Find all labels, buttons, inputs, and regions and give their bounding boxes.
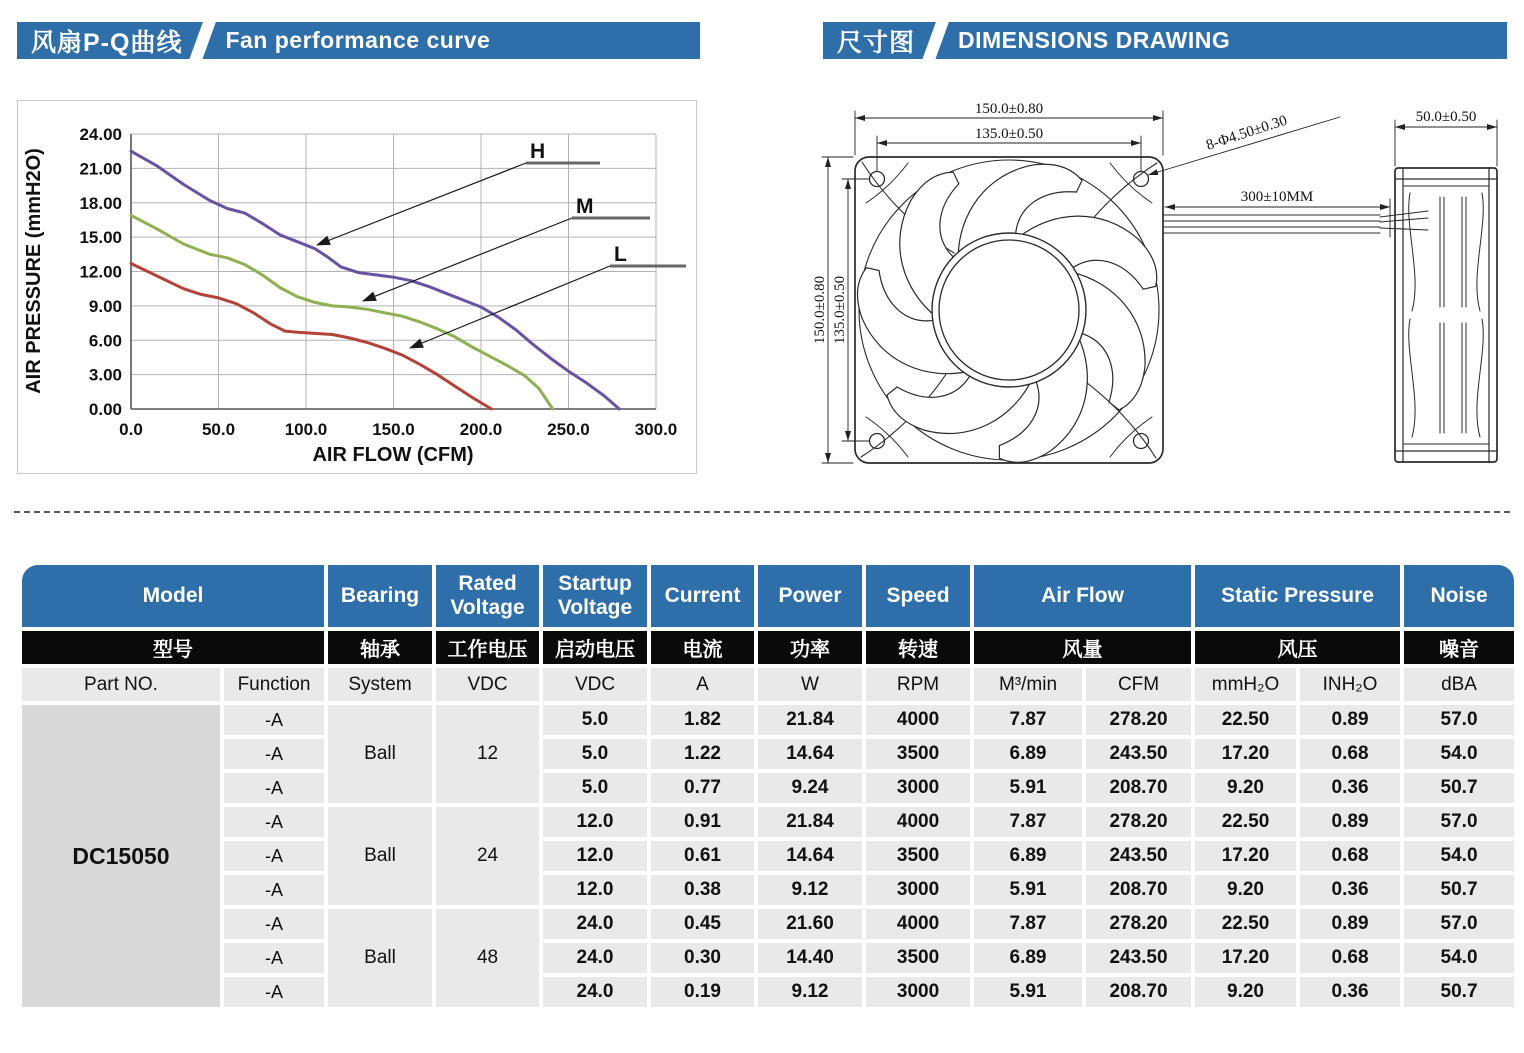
dim-depth: 50.0±0.50 — [1415, 109, 1477, 125]
table-cell: 14.40 — [758, 943, 862, 973]
table-cell: 17.20 — [1195, 943, 1296, 973]
table-cell: 57.0 — [1404, 705, 1514, 735]
table-cell: 0.36 — [1300, 773, 1400, 803]
header-startup-voltage: Startup Voltage — [543, 565, 647, 627]
table-row — [22, 875, 1514, 905]
table-cell: 0.68 — [1300, 943, 1400, 973]
bearing-cell: Ball — [328, 807, 432, 905]
unit-system: System — [328, 668, 432, 701]
table-cell: 7.87 — [974, 705, 1082, 735]
table-cell: 21.84 — [758, 705, 862, 735]
function-cell: -A — [224, 841, 324, 871]
table-cell: 5.91 — [974, 977, 1082, 1007]
svg-text:H: H — [530, 140, 546, 163]
table-cell: 0.38 — [651, 875, 754, 905]
svg-text:50.0: 50.0 — [201, 420, 236, 439]
table-cell: 0.77 — [651, 773, 754, 803]
table-cell: 0.45 — [651, 909, 754, 939]
dimensions-title-en: DIMENSIONS DRAWING — [958, 27, 1231, 53]
table-cell: 5.0 — [543, 773, 647, 803]
svg-text:24.00: 24.00 — [79, 125, 122, 144]
table-cell: 24.0 — [543, 909, 647, 939]
dimensions-drawing — [780, 75, 1524, 505]
table-cell: 243.50 — [1086, 943, 1191, 973]
svg-text:21.00: 21.00 — [79, 159, 122, 179]
unit-rated-vdc: VDC — [436, 668, 539, 701]
bearing-cell: Ball — [328, 705, 432, 803]
table-cell: 54.0 — [1404, 841, 1514, 871]
header-speed-zh: 转速 — [866, 631, 970, 664]
table-cell: 22.50 — [1195, 807, 1296, 837]
curve-title-en: Fan performance curve — [225, 27, 491, 53]
table-cell: 22.50 — [1195, 705, 1296, 735]
table-cell: 278.20 — [1086, 705, 1191, 735]
table-cell: 5.91 — [974, 875, 1082, 905]
svg-text:150.0: 150.0 — [372, 420, 415, 439]
unit-pressure-inh2o: INH₂O — [1300, 668, 1400, 701]
header-power: Power — [758, 565, 862, 627]
header-static-pressure: Static Pressure — [1195, 565, 1400, 627]
part-no-cell: DC15050 — [22, 705, 220, 1007]
y-axis-title: AIR PRESSURE (mmH2O) — [23, 148, 45, 394]
svg-text:6.00: 6.00 — [88, 331, 122, 351]
table-cell: 14.64 — [758, 841, 862, 871]
unit-power-w: W — [758, 668, 862, 701]
table-cell: 0.91 — [651, 807, 754, 837]
svg-text:L: L — [614, 243, 627, 266]
slash-divider-icon — [186, 22, 221, 59]
header-noise: Noise — [1404, 565, 1514, 627]
lead-wires — [1163, 211, 1428, 233]
unit-function: Function — [224, 668, 324, 701]
table-cell: 208.70 — [1086, 773, 1191, 803]
svg-text:12.00: 12.00 — [79, 262, 122, 282]
table-row — [22, 909, 1514, 939]
dimensions-section-header — [823, 22, 1507, 59]
table-cell: 3000 — [866, 773, 970, 803]
function-cell: -A — [224, 705, 324, 735]
table-cell: 3000 — [866, 875, 970, 905]
function-cell: -A — [224, 807, 324, 837]
table-row — [22, 977, 1514, 1007]
svg-text:15.00: 15.00 — [79, 228, 122, 248]
slash-divider-icon — [918, 22, 953, 59]
table-cell: 5.91 — [974, 773, 1082, 803]
table-cell: 0.36 — [1300, 977, 1400, 1007]
table-cell: 0.89 — [1300, 909, 1400, 939]
table-cell: 278.20 — [1086, 807, 1191, 837]
function-cell: -A — [224, 977, 324, 1007]
header-speed: Speed — [866, 565, 970, 627]
chart-curve-labels — [317, 140, 686, 348]
header-rated-voltage-zh: 工作电压 — [436, 631, 539, 664]
table-cell: 5.0 — [543, 739, 647, 769]
dim-height-outer: 150.0±0.80 — [812, 275, 828, 345]
header-rated-voltage: Rated Voltage — [436, 565, 539, 627]
header-air-flow-zh: 风量 — [974, 631, 1191, 664]
svg-text:M: M — [576, 195, 594, 218]
table-cell: 0.68 — [1300, 841, 1400, 871]
table-cell: 14.64 — [758, 739, 862, 769]
rated-voltage-cell: 12 — [436, 705, 539, 803]
header-power-zh: 功率 — [758, 631, 862, 664]
table-cell: 57.0 — [1404, 909, 1514, 939]
table-cell: 22.50 — [1195, 909, 1296, 939]
dimensions-drawing-panel — [780, 75, 1524, 505]
table-cell: 0.68 — [1300, 739, 1400, 769]
svg-text:300.0: 300.0 — [634, 420, 678, 439]
header-current-zh: 电流 — [651, 631, 754, 664]
function-cell: -A — [224, 875, 324, 905]
table-cell: 24.0 — [543, 977, 647, 1007]
table-cell: 21.60 — [758, 909, 862, 939]
dim-wire-length: 300±10MM — [1240, 189, 1314, 205]
svg-text:3.00: 3.00 — [88, 365, 122, 385]
table-cell: 50.7 — [1404, 773, 1514, 803]
dimensions-title-zh: 尺寸图 — [837, 28, 916, 57]
table-row — [22, 773, 1514, 803]
chart-curves — [131, 151, 619, 409]
table-header-zh — [22, 631, 1514, 664]
function-cell: -A — [224, 909, 324, 939]
function-cell: -A — [224, 943, 324, 973]
chart-gridlines — [131, 134, 656, 409]
table-cell: 243.50 — [1086, 739, 1191, 769]
pq-chart — [18, 101, 696, 473]
header-bearing-zh: 轴承 — [328, 631, 432, 664]
table-row — [22, 943, 1514, 973]
table-cell: 12.0 — [543, 807, 647, 837]
header-current: Current — [651, 565, 754, 627]
svg-text:0.0: 0.0 — [119, 420, 143, 439]
table-cell: 9.20 — [1195, 773, 1296, 803]
table-cell: 5.0 — [543, 705, 647, 735]
header-static-pressure-zh: 风压 — [1195, 631, 1400, 664]
table-cell: 50.7 — [1404, 875, 1514, 905]
table-row — [22, 841, 1514, 871]
header-model: Model — [22, 565, 324, 627]
curve-title-zh: 风扇P-Q曲线 — [31, 28, 183, 57]
function-cell: -A — [224, 773, 324, 803]
unit-noise-dba: dBA — [1404, 668, 1514, 701]
svg-text:200.0: 200.0 — [459, 420, 503, 439]
table-cell: 6.89 — [974, 739, 1082, 769]
rated-voltage-cell: 24 — [436, 807, 539, 905]
header-startup-voltage-zh: 启动电压 — [543, 631, 647, 664]
table-cell: 17.20 — [1195, 739, 1296, 769]
table-header-units — [22, 668, 1514, 701]
function-cell: -A — [224, 739, 324, 769]
fan-side-view — [1395, 168, 1497, 462]
dim-height-holes: 135.0±0.50 — [832, 275, 848, 345]
table-cell: 208.70 — [1086, 875, 1191, 905]
header-air-flow: Air Flow — [974, 565, 1191, 627]
table-cell: 54.0 — [1404, 739, 1514, 769]
table-cell: 3000 — [866, 977, 970, 1007]
table-cell: 208.70 — [1086, 977, 1191, 1007]
table-cell: 6.89 — [974, 943, 1082, 973]
svg-text:9.00: 9.00 — [88, 296, 122, 316]
table-cell: 54.0 — [1404, 943, 1514, 973]
svg-text:100.0: 100.0 — [284, 420, 328, 439]
svg-text:250.0: 250.0 — [547, 420, 590, 439]
table-cell: 1.82 — [651, 705, 754, 735]
unit-startup-vdc: VDC — [543, 668, 647, 701]
table-cell: 3500 — [866, 841, 970, 871]
unit-pressure-mmh2o: mmH₂O — [1195, 668, 1296, 701]
pq-chart-panel — [17, 100, 697, 474]
table-cell: 3500 — [866, 943, 970, 973]
table-cell: 9.20 — [1195, 977, 1296, 1007]
table-cell: 278.20 — [1086, 909, 1191, 939]
header-model-zh: 型号 — [22, 631, 324, 664]
fan-front-view — [843, 155, 1172, 479]
table-cell: 6.89 — [974, 841, 1082, 871]
table-cell: 0.19 — [651, 977, 754, 1007]
dim-holes-callout: 8-Φ4.50±0.30 — [1204, 112, 1290, 154]
table-cell: 1.22 — [651, 739, 754, 769]
table-cell: 21.84 — [758, 807, 862, 837]
table-cell: 0.89 — [1300, 807, 1400, 837]
unit-part-no: Part NO. — [22, 668, 220, 701]
unit-speed-rpm: RPM — [866, 668, 970, 701]
table-row — [22, 705, 1514, 735]
table-cell: 12.0 — [543, 875, 647, 905]
table-cell: 0.30 — [651, 943, 754, 973]
curve-section-header — [17, 22, 700, 59]
bearing-cell: Ball — [328, 909, 432, 1007]
table-cell: 57.0 — [1404, 807, 1514, 837]
table-cell: 243.50 — [1086, 841, 1191, 871]
unit-airflow-cfm: CFM — [1086, 668, 1191, 701]
svg-text:18.00: 18.00 — [79, 193, 122, 213]
table-cell: 9.12 — [758, 977, 862, 1007]
table-cell: 4000 — [866, 807, 970, 837]
table-cell: 4000 — [866, 705, 970, 735]
table-header-en — [22, 565, 1514, 627]
svg-text:0.00: 0.00 — [88, 400, 122, 419]
table-cell: 9.20 — [1195, 875, 1296, 905]
rated-voltage-cell: 48 — [436, 909, 539, 1007]
table-row — [22, 807, 1514, 837]
header-bearing: Bearing — [328, 565, 432, 627]
table-cell: 7.87 — [974, 807, 1082, 837]
unit-airflow-m3: M³/min — [974, 668, 1082, 701]
header-noise-zh: 噪音 — [1404, 631, 1514, 664]
dashed-divider — [14, 511, 1510, 513]
table-cell: 3500 — [866, 739, 970, 769]
unit-current-a: A — [651, 668, 754, 701]
table-cell: 50.7 — [1404, 977, 1514, 1007]
x-axis-title: AIR FLOW (CFM) — [312, 444, 474, 466]
dim-width-holes: 135.0±0.50 — [974, 126, 1044, 142]
spec-table — [18, 561, 1518, 1011]
table-cell: 12.0 — [543, 841, 647, 871]
table-cell: 17.20 — [1195, 841, 1296, 871]
table-cell: 7.87 — [974, 909, 1082, 939]
table-cell: 0.61 — [651, 841, 754, 871]
table-cell: 24.0 — [543, 943, 647, 973]
table-cell: 0.89 — [1300, 705, 1400, 735]
dim-width-outer: 150.0±0.80 — [974, 101, 1044, 117]
table-row — [22, 739, 1514, 769]
table-cell: 9.12 — [758, 875, 862, 905]
table-cell: 9.24 — [758, 773, 862, 803]
table-cell: 4000 — [866, 909, 970, 939]
spec-table-body — [22, 705, 1514, 1007]
table-cell: 0.36 — [1300, 875, 1400, 905]
